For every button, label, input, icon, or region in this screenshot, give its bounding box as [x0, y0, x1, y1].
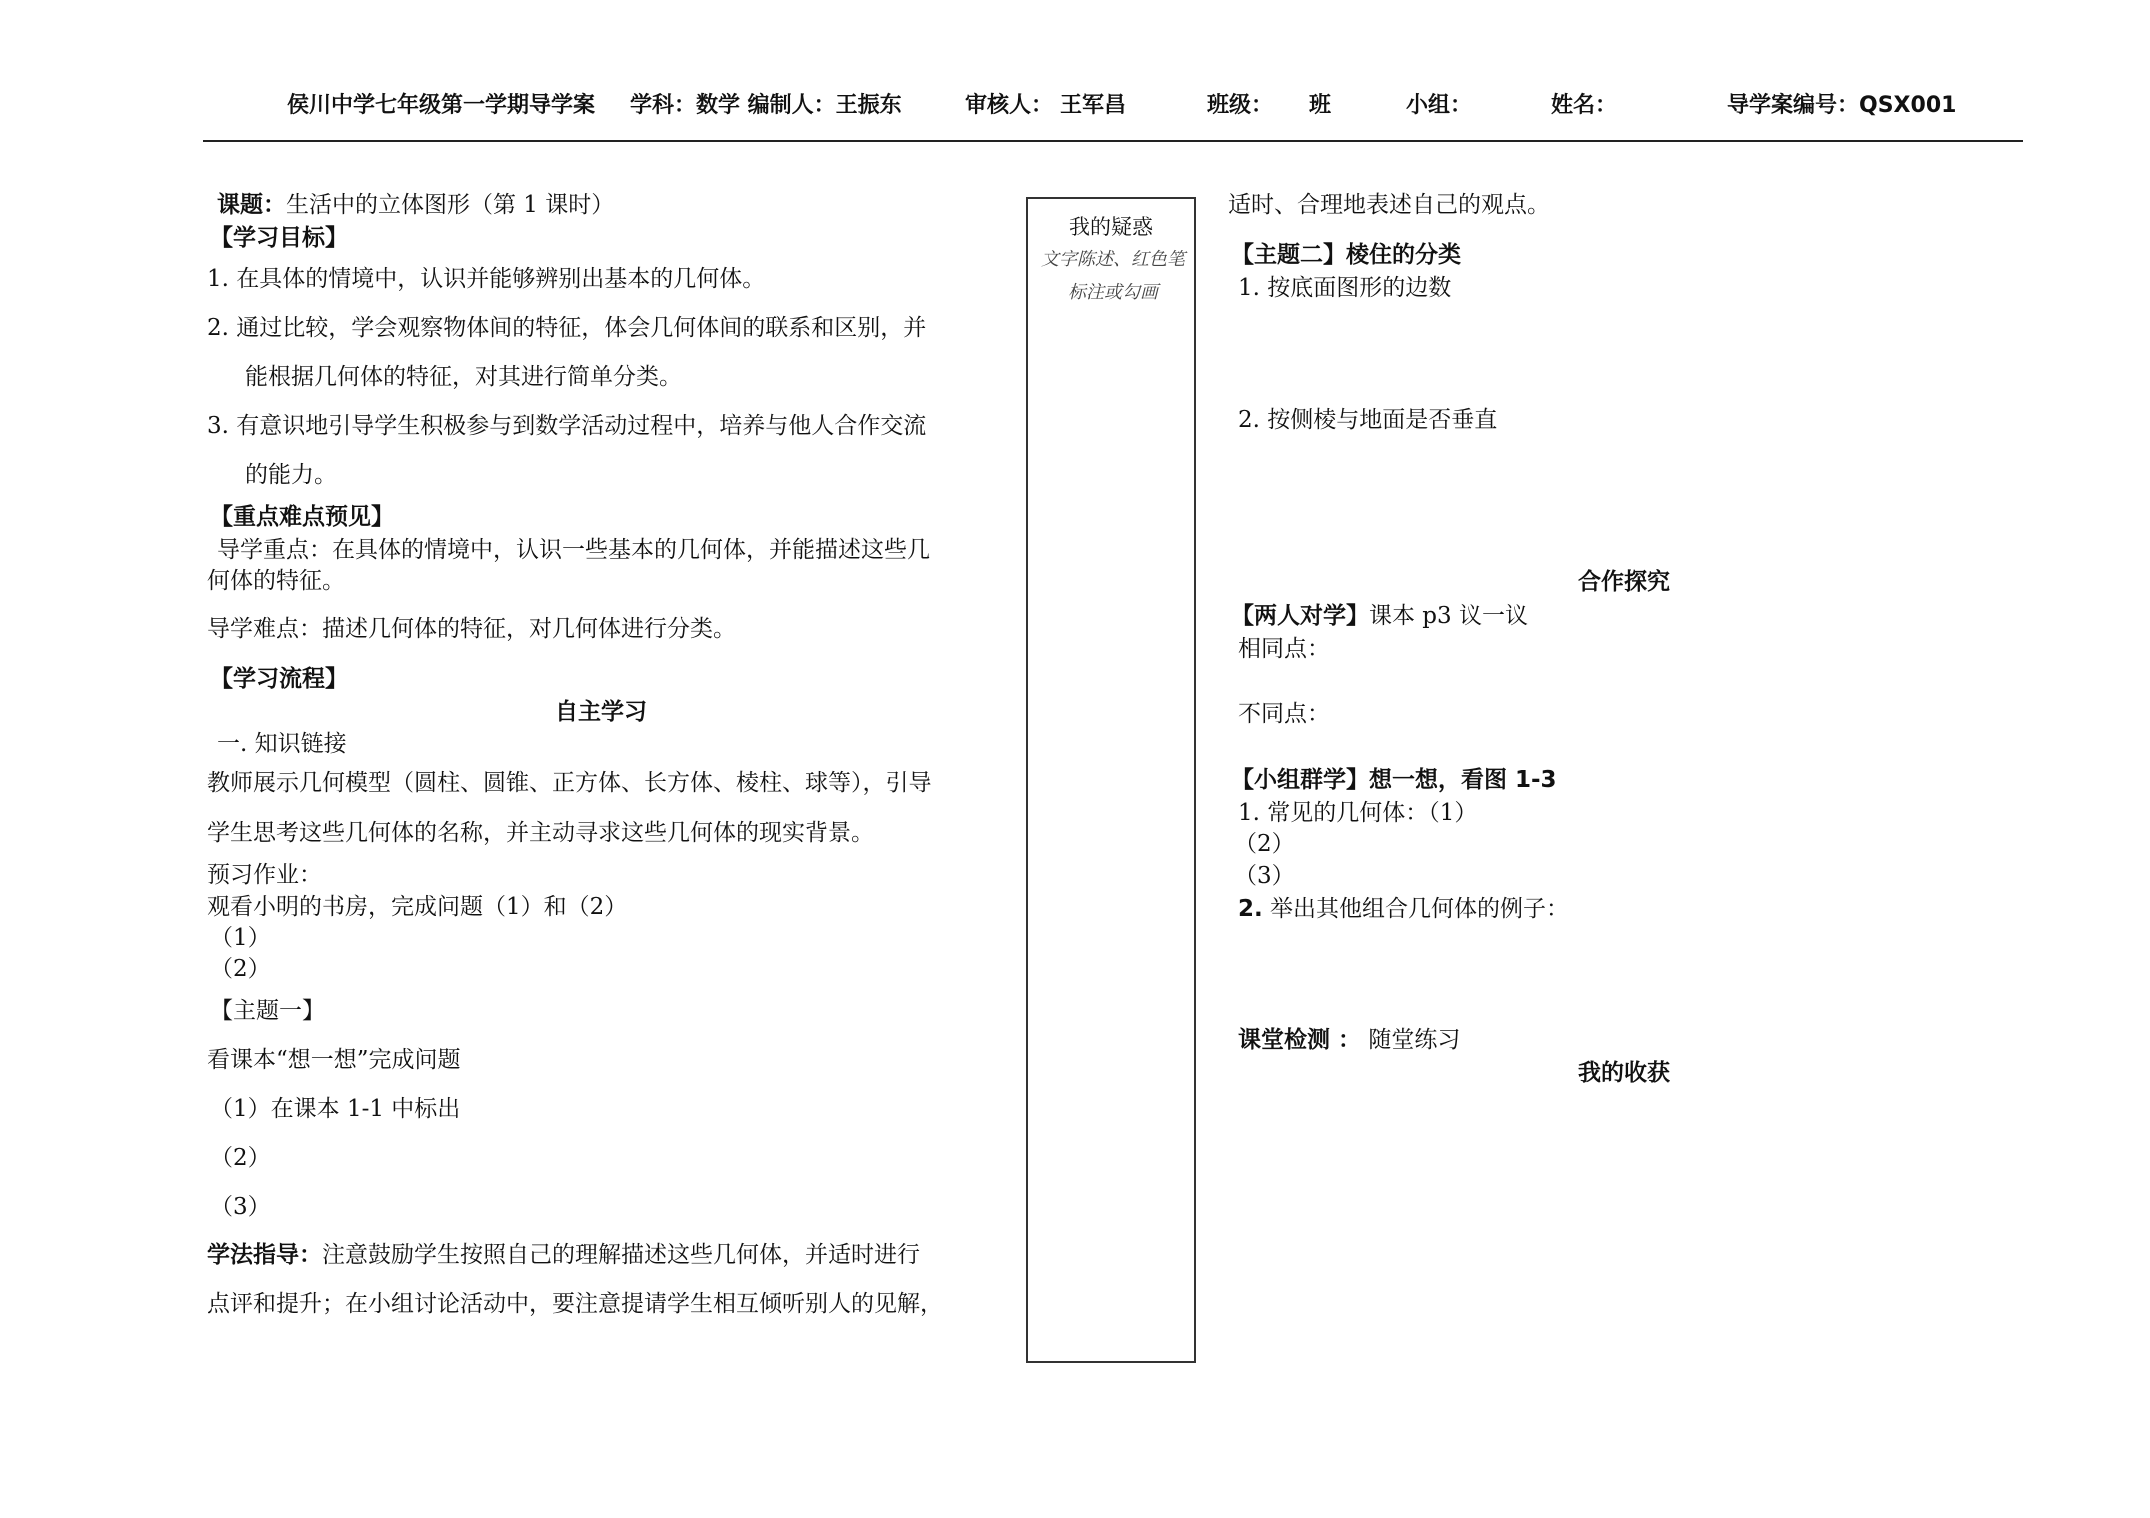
group-label: 小组： [1406, 93, 1473, 118]
theme-1-heading: 【主题一】 [210, 998, 325, 1024]
key-point-line-2: 何体的特征。 [207, 568, 345, 594]
theme-1-q2: （2） [210, 1145, 271, 1171]
method-line-2: 点评和提升；在小组讨论活动中，要注意提请学生相互倾听别人的见解， [207, 1291, 943, 1317]
theme-1-q1: （1）在课本 1-1 中标出 [210, 1096, 461, 1122]
goal-3-line-2: 的能力。 [245, 462, 337, 488]
class-unit: 班 [1309, 93, 1332, 118]
theme-1-task: 看课本“想一想”完成问题 [207, 1047, 461, 1073]
header-divider [203, 140, 2023, 142]
group-study-heading: 【小组群学】想一想，看图 1-3 [1231, 767, 1557, 793]
doubt-title: 我的疑惑 [1069, 215, 1153, 239]
reviewer-label: 审核人： [965, 93, 1054, 118]
topic-line [217, 190, 614, 220]
goal-3-line-1: 3. 有意识地引导学生积极参与到数学活动过程中，培养与他人合作交流 [207, 413, 927, 439]
knowledge-link-line-1: 教师展示几何模型（圆柱、圆锥、正方体、长方体、棱柱、球等），引导 [207, 770, 932, 796]
pair-study-task: 课本 p3 议一议 [1369, 603, 1528, 629]
method-line-1 [207, 1240, 920, 1270]
pair-study-line [1231, 601, 1528, 631]
preview-q1: （1） [210, 925, 271, 951]
preview-task: 观看小明的书房，完成问题（1）和（2） [207, 894, 628, 920]
theme-2-item-1: 1. 按底面图形的边数 [1238, 275, 1452, 301]
similarities-label: 相同点： [1238, 636, 1330, 662]
flow-heading: 【学习流程】 [210, 666, 348, 692]
continuation-line: 适时、合理地表述自己的观点。 [1228, 192, 1550, 218]
goal-2-line-2: 能根据几何体的特征，对其进行简单分类。 [245, 364, 682, 390]
class-check-label: 课堂检测 ： [1238, 1027, 1362, 1053]
group-item-4-number: 2. [1238, 896, 1263, 922]
theme-2-heading: 【主题二】棱住的分类 [1231, 242, 1461, 268]
cooperation-heading: 合作探究 [1578, 569, 1670, 595]
name-label: 姓名： [1551, 93, 1618, 118]
topic-label: 课题： [217, 192, 286, 218]
harvest-heading: 我的收获 [1578, 1060, 1670, 1086]
method-text-1: 注意鼓励学生按照自己的理解描述这些几何体，并适时进行 [322, 1242, 920, 1268]
knowledge-link-line-2: 学生思考这些几何体的名称，并主动寻求这些几何体的现实背景。 [207, 820, 874, 846]
theme-1-q3: （3） [210, 1194, 271, 1220]
group-item-1: 1. 常见的几何体：（1） [1238, 800, 1478, 826]
preview-q2: （2） [210, 956, 271, 982]
group-item-4-text: 举出其他组合几何体的例子： [1262, 896, 1570, 922]
reviewer-name: 王军昌 [1060, 93, 1127, 118]
differences-label: 不同点： [1238, 701, 1330, 727]
class-check-line [1238, 1025, 1460, 1055]
goal-1: 1. 在具体的情境中，认识并能够辨别出基本的几何体。 [207, 266, 766, 292]
self-study-heading: 自主学习 [555, 699, 647, 725]
class-check-task: 随堂练习 [1361, 1027, 1461, 1053]
subject-editor: 学科：数学 编制人：王振东 [630, 93, 902, 118]
school-title: 侯川中学七年级第一学期导学案 [287, 93, 596, 118]
key-point-line-1: 导学重点：在具体的情境中，认识一些基本的几何体，并能描述这些几 [217, 537, 930, 563]
worksheet-header [203, 88, 2023, 128]
difficulty: 导学难点：描述几何体的特征，对几何体进行分类。 [207, 616, 736, 642]
class-label: 班级： [1207, 93, 1274, 118]
doubt-note: 文字陈述、红色笔标注或勾画 [1041, 249, 1185, 303]
worksheet-code: 导学案编号：QSX001 [1727, 93, 1957, 118]
knowledge-link-heading: 一. 知识链接 [217, 731, 347, 757]
group-item-3: （3） [1234, 863, 1295, 889]
doubt-box [1026, 197, 1196, 1363]
key-heading: 【重点难点预见】 [210, 504, 394, 530]
topic-text: 生活中的立体图形（第 1 课时） [286, 192, 615, 218]
goal-2-line-1: 2. 通过比较，学会观察物体间的特征，体会几何体间的联系和区别，并 [207, 315, 927, 341]
goals-heading: 【学习目标】 [210, 225, 348, 251]
group-item-4 [1238, 894, 1569, 924]
pair-study-label: 【两人对学】 [1231, 603, 1369, 629]
theme-2-item-2: 2. 按侧棱与地面是否垂直 [1238, 407, 1498, 433]
group-item-2: （2） [1234, 831, 1295, 857]
method-label: 学法指导： [207, 1242, 322, 1268]
preview-label: 预习作业： [207, 862, 322, 888]
